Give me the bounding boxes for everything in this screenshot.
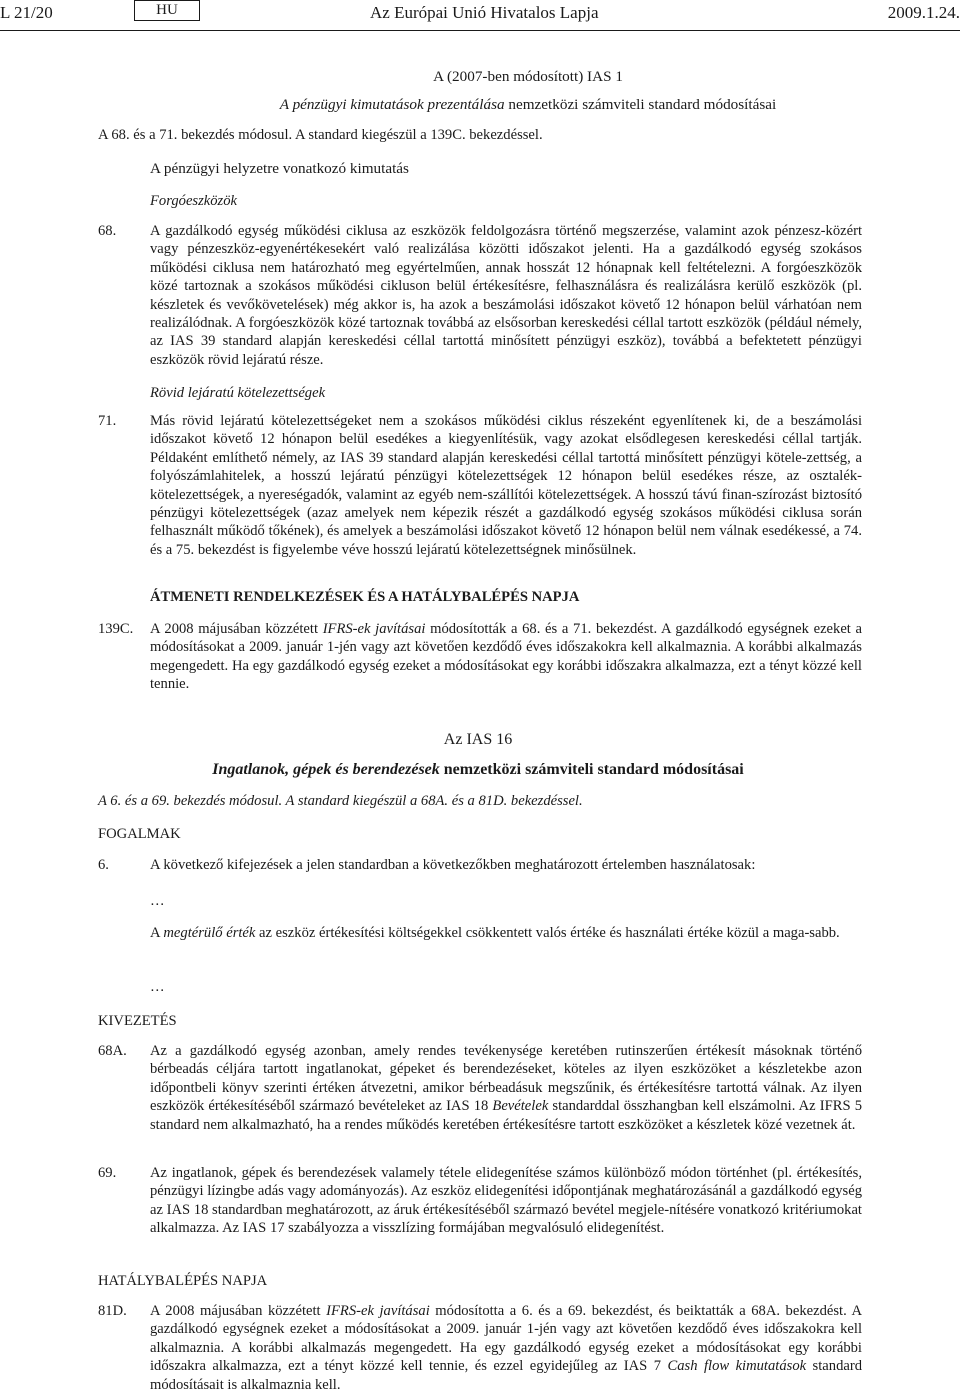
page-number: L 21/20 bbox=[0, 3, 53, 22]
p81d-text-italic-1: IFRS-ek javításai bbox=[326, 1303, 430, 1319]
language-badge: HU bbox=[134, 0, 200, 21]
p68a-text-b: standarddal összhangban kell elszámolni. Az IFRS 5 standard nem alkalmazható, ha a rendes működés keretében értékesítésre tartott eszközöket a készletek közé vezetnek át. bbox=[150, 1098, 863, 1133]
short-term-subheading: Rövid lejáratú kötelezettségek bbox=[150, 385, 326, 401]
p139c-number: 139C. bbox=[98, 621, 134, 637]
p81d-number: 81D. bbox=[98, 1303, 127, 1319]
effective-date-heading: HATÁLYBALÉPÉS NAPJA bbox=[98, 1273, 268, 1289]
p6-number: 6. bbox=[98, 857, 109, 873]
p68a-text-a: Az a gazdálkodó egység azonban, amely rendes tevékenysége keretében rutinszerűen értékesít másoknak történő bérbeadás céljára tartott ingatlanokat, gépeket és berendezéseket, köteles az ilyen eszközöket a készletekbe azon időpontbeli könyv szerinti értéken átvezetni, amikor bérbeadásuk megszűnik, és értékesítésre tartottá válnak. Az ilyen eszközök értékesítéséből származó bevételeket az IAS 18 bbox=[150, 1043, 862, 1115]
derecognition-heading: KIVEZETÉS bbox=[98, 1013, 177, 1029]
ias1-title: A (2007-ben módosított) IAS 1 bbox=[433, 68, 623, 85]
header-rule bbox=[0, 30, 960, 31]
p81d-text-c: standard módosításait is alkalmaznia kell. bbox=[150, 1358, 862, 1393]
def-text-a: A bbox=[150, 925, 164, 941]
ellipsis-2: … bbox=[150, 979, 165, 995]
ias16-subtitle-italic: Ingatlanok, gépek és berendezések bbox=[212, 761, 440, 778]
ellipsis-1: … bbox=[150, 893, 165, 909]
ias16-subtitle-rest: nemzetközi számviteli standard módosításai bbox=[439, 761, 744, 778]
p68a-text bbox=[150, 1042, 862, 1134]
definition-recoverable-amount bbox=[150, 924, 862, 942]
p81d-text-b: módosította a 6. és a 69. bekezdést, és beiktatták a 68A. bekezdést. A gazdálkodó egységnek ezeket a módosításokat a 2009. január 1-jén vagy azt követően kezdődő éves időszakokra kell alkalmaznia. A korábbi alkalmazás megengedett. Ha egy gazdálkodó egység ezeket a módosításokat egy korábbi időszakra alkalmazza, ezt a tényt közzé kell tennie, és ezzel egyidejűleg az IAS 7 bbox=[150, 1303, 863, 1375]
transition-heading: ÁTMENETI RENDELKEZÉSEK ÉS A HATÁLYBALÉPÉS NAPJA bbox=[150, 589, 580, 605]
p71-number: 71. bbox=[98, 413, 117, 429]
def-text-b: az eszköz értékesítési költségekkel csökkentett valós értéke és használati értéke közül a maga-sabb. bbox=[255, 925, 840, 941]
ias16-title: Az IAS 16 bbox=[443, 731, 513, 748]
p68-text: A gazdálkodó egység működési ciklusa az eszközök feldolgozásra történő megszerzése, valamint azok pénzesz-közért vagy pénzeszköz-egyenértékesekért való realizálása közötti időszakot jelenti. Ha a gazdálkodó egység szokásos működési ciklusa nem határozható meg egyértelműen, annak hosszát 12 hónapnak kell feltételezni. A forgóeszközök közé tartoznak a szokásos működési cikluson belül értékesítésre, felhasználásra és realizálásra kerülő eszközök (pl. készletek és vevőkövetelések) még akkor is, ha azok a beszámolási időszakot követő 12 hónapon belül várhatóan nem realizálódnak. A forgóeszközök közé tartoznak továbbá az elsősorban kereskedési céllal tartott eszközök (például némely, az IAS 39 standard alapján kereskedési céllal tartottá minősített pénzügyi eszköz), továbbá a befektetett pénzügyi eszközök rövid lejáratú része. bbox=[150, 223, 862, 368]
publication-date: 2009.1.24. bbox=[887, 3, 960, 22]
p139c-text-a: A 2008 májusában közzétett bbox=[150, 621, 323, 637]
ias1-amend-note: A 68. és a 71. bekezdés módosul. A standard kiegészül a 139C. bekezdéssel. bbox=[98, 127, 543, 143]
p139c-text-italic: IFRS-ek javításai bbox=[322, 621, 426, 637]
ias16-subtitle bbox=[98, 760, 858, 780]
ias1-section-heading: A pénzügyi helyzetre vonatkozó kimutatás bbox=[150, 160, 409, 177]
ias1-subtitle-italic: A pénzügyi kimutatások prezentálása bbox=[279, 96, 505, 113]
p69-number: 69. bbox=[98, 1165, 117, 1181]
p139c-text-b: módosították a 68. és a 71. bekezdést. A gazdálkodó egységnek ezeket a módosításokat a 2009. január 1-jén vagy azt követően kezdődő éves időszakokra kell alkalmaznia. A korábbi alkalmazás megengedett. Ha egy gazdálkodó egység ezeket a módosításokat egy korábbi időszakra alkalmazza, ezt a tényt közzé kell tennie. bbox=[150, 621, 863, 693]
p6-text: A következő kifejezések a jelen standardban a következőkben meghatározott értelemben használatosak: bbox=[150, 857, 756, 873]
p68a-text-italic: Bevételek bbox=[492, 1098, 549, 1115]
def-term: megtérülő érték bbox=[163, 925, 256, 941]
p139c-text bbox=[150, 620, 862, 694]
ias16-amend-note: A 6. és a 69. bekezdés módosul. A standard kiegészül a 68A. és a 81D. bekezdéssel. bbox=[98, 793, 583, 809]
ias1-subtitle bbox=[98, 96, 958, 114]
current-assets-subheading: Forgóeszközök bbox=[150, 193, 238, 209]
p81d-text-a: A 2008 májusában közzétett bbox=[150, 1303, 327, 1319]
p68-number: 68. bbox=[98, 223, 117, 239]
p71-text: Más rövid lejáratú kötelezettségeket nem a szokásos működési ciklus részeként egyenlítenek ki, de a beszámolási időszakot követő 12 hónapon belül esedékes a kiegyenlítésük, vagy azokat elsődlegesen kereskedési céllal tartják. Példaként említhető némely, az IAS 39 standard alapján kereskedési céllal tartottá minősített pénzügyi kötele-zettség, a folyószámlahitelek, a hosszú lejáratú pénzügyi kötelezettségek 12 hónapon belül esedékes része, az osztalék-kötelezettségek, a nyereségadók, valamint az egyéb nem-szállítói kötelezettségek. A hosszú távú finan-szírozást biztosító pénzügyi kötelezettségek (azaz amelyek nem képezik részét a gazdálkodó egység szokásos működési ciklusa során felhasznált működő tőkének), és amelyek a beszámolási időszakot követő 12 hónapon belül nem válnak esedékessé, a 74. és a 75. bekezdést is figyelembe véve hosszú lejáratú kötelezettségnek minősülnek. bbox=[150, 413, 862, 558]
p81d-text-italic-2: Cash flow kimutatások bbox=[667, 1358, 807, 1375]
p69-text: Az ingatlanok, gépek és berendezések valamely tétele elidegenítése számos különböző módon történhet (pl. értékesítés, pénzügyi lízingbe adás vagy adományozás). Az eszköz elidegenítési időpontjának meghatározásánál a gazdálkodó egység az IAS 18 standardban meghatározott, az áruk értékesítéséből származó bevétel megjele-nítésére vonatkozó kritériumokat alkalmazza. Az IAS 17 szabályozza a visszlízing formájában megvalósuló elidegenítést. bbox=[150, 1165, 862, 1237]
journal-title: Az Európai Unió Hivatalos Lapja bbox=[370, 3, 599, 22]
ias1-subtitle-rest: nemzetközi számviteli standard módosításai bbox=[504, 96, 777, 113]
definitions-heading: FOGALMAK bbox=[98, 826, 181, 842]
p68a-number: 68A. bbox=[98, 1043, 127, 1059]
p81d-text bbox=[150, 1302, 862, 1394]
